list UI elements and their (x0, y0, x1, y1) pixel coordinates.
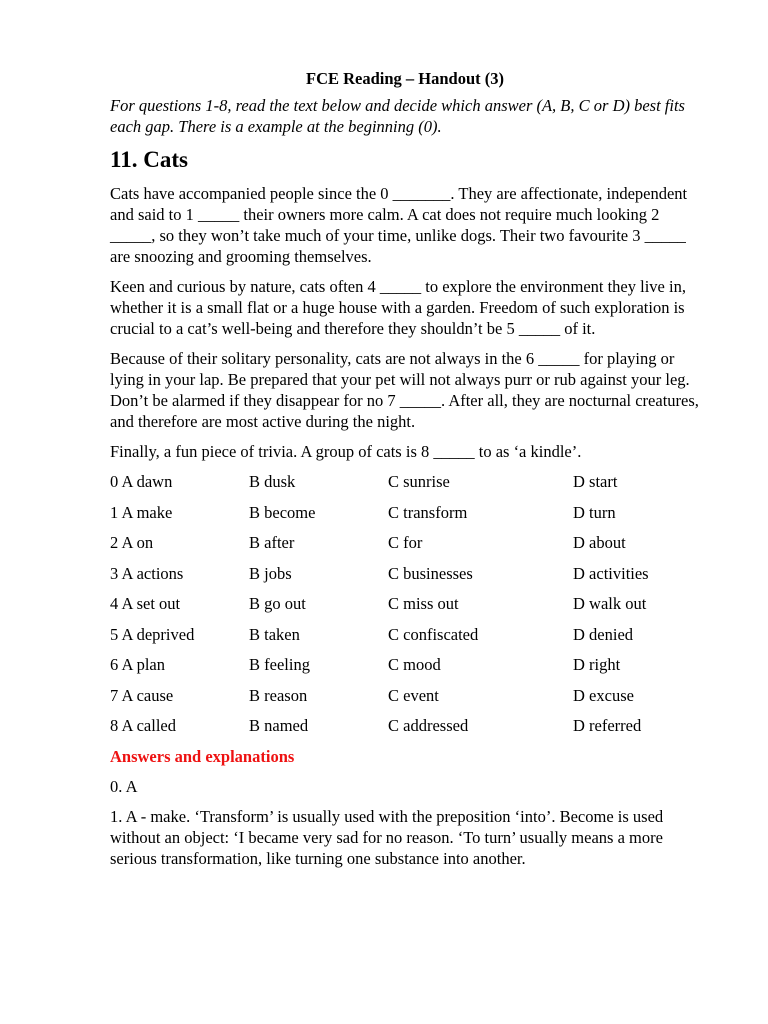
options-row-6 (110, 654, 700, 685)
passage-paragraph-2: Keen and curious by nature, cats often 4 _____ to explore the environment they live in, whether it is a small flat or a huge house with a garden. Freedom of such exploration is crucial to a cat’s well-being and therefore they shouldn’t be 5 _____ of it. (110, 277, 686, 338)
option-a: 5 A deprived (110, 624, 195, 644)
passage-paragraph-3: Because of their solitary personality, cats are not always in the 6 _____ for playing or lying in your lap. Be prepared that your pet will not always purr or rub against your leg. Don’t be alarmed if they disappear for no 7 _____. After all, they are nocturnal creatures, and therefore are most active during the night. (110, 349, 699, 431)
option-b: B go out (249, 594, 306, 613)
option-c: C for (388, 533, 423, 552)
option-b: B named (249, 716, 309, 735)
answer-options-table (110, 471, 700, 746)
option-a: 1 A make (110, 502, 173, 522)
document-title: FCE Reading – Handout (3) (305, 69, 505, 88)
options-row-7 (110, 685, 700, 716)
passage-paragraph-4: Finally, a fun piece of trivia. A group of cats is 8 _____ to as ‘a kindle’. (110, 442, 582, 461)
option-d: D denied (573, 624, 634, 644)
options-row-2 (110, 532, 700, 563)
option-d: D turn (573, 502, 616, 522)
option-a: 2 A on (110, 533, 154, 552)
document-body (110, 68, 700, 878)
answers-heading: Answers and explanations (110, 746, 295, 766)
option-c: C transform (388, 502, 468, 522)
option-b: B feeling (249, 655, 310, 674)
option-d: D walk out (573, 594, 647, 613)
instructions-text: For questions 1-8, read the text below and decide which answer (A, B, C or D) best fits each gap. There is a example at the beginning (0). (110, 96, 685, 136)
option-c: C sunrise (388, 472, 450, 491)
options-row-8 (110, 715, 700, 746)
option-a: 6 A plan (110, 655, 166, 674)
option-d: D activities (573, 563, 649, 583)
option-b: B after (249, 533, 295, 552)
option-d: D start (573, 472, 618, 491)
option-b: B jobs (249, 563, 292, 583)
options-row-0 (110, 471, 700, 502)
passage-paragraph-1: Cats have accompanied people since the 0 _______. They are affectionate, independent and said to 1 _____ their owners more calm. A cat does not require much looking 2 _____, so they won’t take much of your time, unlike dogs. Their two favourite 3 _____ are snoozing and grooming themselves. (110, 184, 688, 266)
option-a: 3 A actions (110, 563, 184, 583)
option-c: C addressed (388, 716, 469, 735)
option-b: B become (249, 502, 316, 522)
section-title: 11. Cats (110, 147, 188, 172)
option-c: C confiscated (388, 624, 479, 644)
option-a: 8 A called (110, 716, 176, 735)
answer-item-0: 0. A (110, 776, 138, 796)
option-a: 7 A cause (110, 685, 174, 705)
option-c: C mood (388, 655, 441, 674)
option-d: D excuse (573, 685, 634, 705)
answer-item-1: 1. A - make. ‘Transform’ is usually used with the preposition ‘into’. Become is used without an object: ‘I became very sad for no reason. ‘To turn’ usually means a more serious transformation, like turning one substance into another. (110, 806, 664, 868)
option-b: B taken (249, 624, 300, 644)
option-c: C miss out (388, 594, 459, 613)
option-a: 0 A dawn (110, 472, 173, 491)
option-c: C event (388, 685, 439, 705)
options-row-1 (110, 502, 700, 533)
options-row-3 (110, 563, 700, 594)
options-row-4 (110, 593, 700, 624)
option-a: 4 A set out (110, 594, 181, 613)
option-d: D referred (573, 716, 642, 735)
options-row-5 (110, 624, 700, 655)
option-b: B dusk (249, 472, 296, 491)
option-d: D about (573, 533, 626, 552)
option-d: D right (573, 655, 621, 674)
option-c: C businesses (388, 563, 473, 583)
option-b: B reason (249, 685, 308, 705)
